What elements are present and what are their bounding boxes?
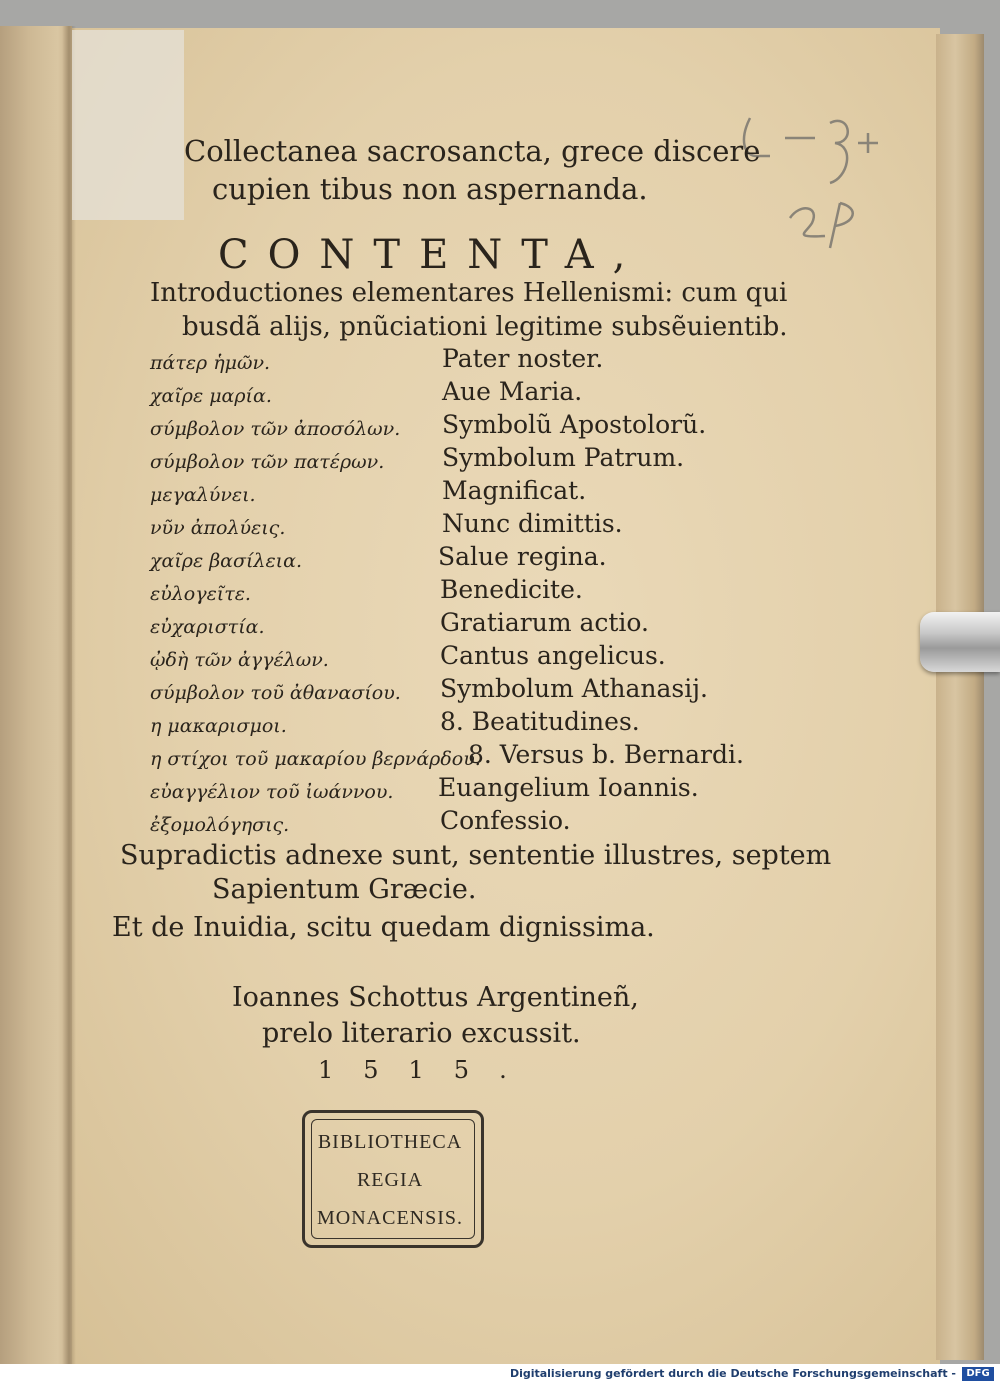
footer-bar: [0, 1364, 1000, 1385]
paper-strip: [72, 30, 184, 220]
latin-title: Euangelium Ioannis.: [438, 773, 699, 802]
title-line-1: Collectanea sacrosancta, grece discere: [184, 134, 761, 168]
latin-title: 8. Versus b. Bernardi.: [468, 740, 744, 769]
latin-title: 8. Beatitudines.: [440, 707, 640, 736]
supplement-line-2: Sapientum Græcie.: [212, 874, 477, 905]
printer-line-2: prelo literario excussit.: [262, 1018, 581, 1049]
intro-line-2: busdã alijs, pnũciationi legitime subsẽuientib.: [182, 312, 788, 342]
greek-title: πάτερ ἡμῶν.: [150, 352, 271, 374]
latin-title: Nunc dimittis.: [442, 509, 623, 538]
bookmark-tab: [920, 612, 1000, 672]
greek-title: εὐλογεῖτε.: [150, 583, 251, 605]
greek-title: ᾠδὴ τῶν ἀγγέλων.: [150, 649, 329, 671]
latin-title: Symbolũ Apostolorũ.: [442, 410, 707, 439]
latin-title: Cantus angelicus.: [440, 641, 666, 670]
printer-line-1: Ioannes Schottus Argentineñ,: [232, 982, 639, 1013]
gutter-shadow: [62, 26, 76, 1364]
latin-title: Gratiarum actio.: [440, 608, 649, 637]
latin-title: Benedicite.: [440, 575, 583, 604]
greek-title: χαῖρε μαρία.: [150, 385, 272, 407]
greek-title: εὐχαριστία.: [150, 616, 265, 638]
latin-title: Salue regina.: [438, 542, 607, 571]
pencil-shelfmark-icon: [730, 98, 890, 258]
latin-title: Symbolum Patrum.: [442, 443, 685, 472]
greek-title: μεγαλύνει.: [150, 484, 256, 506]
inuidia-line: Et de Inuidia, scitu quedam dignissima.: [112, 912, 655, 943]
stamp-line-1: BIBLIOTHECA: [317, 1131, 463, 1153]
funding-credit: Digitalisierung gefördert durch die Deutsche Forschungsgemeinschaft -: [509, 1367, 956, 1380]
stamp-line-3: MONACENSIS.: [316, 1207, 464, 1229]
latin-title: Pater noster.: [442, 344, 604, 373]
greek-title: νῦν ἀπολύεις.: [150, 517, 286, 539]
greek-title: χαῖρε βασίλεια.: [150, 550, 302, 572]
latin-title: Confessio.: [440, 806, 571, 835]
latin-title: Aue Maria.: [442, 377, 583, 406]
supplement-line-1: Supradictis adnexe sunt, sententie illustres, septem: [120, 840, 832, 871]
greek-title: η μακαρισμοι.: [150, 715, 287, 737]
intro-line-1: Introductiones elementares Hellenismi: cum qui: [150, 278, 788, 308]
greek-title: σύμβολον τῶν πατέρων.: [150, 451, 385, 473]
dfg-logo-icon: DFG: [962, 1367, 994, 1381]
publication-year: 1515.: [318, 1056, 537, 1084]
greek-title: ἐξομολόγησις.: [150, 814, 290, 836]
greek-title: σύμβολον τοῦ ἀθανασίου.: [150, 682, 401, 704]
greek-title: η στίχοι τοῦ μακαρίου βερνάρδου.: [150, 748, 481, 770]
greek-title: εὐαγγέλιον τοῦ ἰωάννου.: [150, 781, 394, 803]
library-stamp: [302, 1110, 484, 1248]
greek-title: σύμβολον τῶν ἀποσόλων.: [150, 418, 401, 440]
contents-heading: CONTENTA,: [218, 232, 645, 278]
latin-title: Magnificat.: [442, 476, 587, 505]
latin-title: Symbolum Athanasij.: [440, 674, 708, 703]
page-edge-right: [936, 34, 984, 1360]
title-line-2: cupien tibus non aspernanda.: [212, 172, 648, 206]
stamp-line-2: REGIA: [356, 1169, 424, 1191]
